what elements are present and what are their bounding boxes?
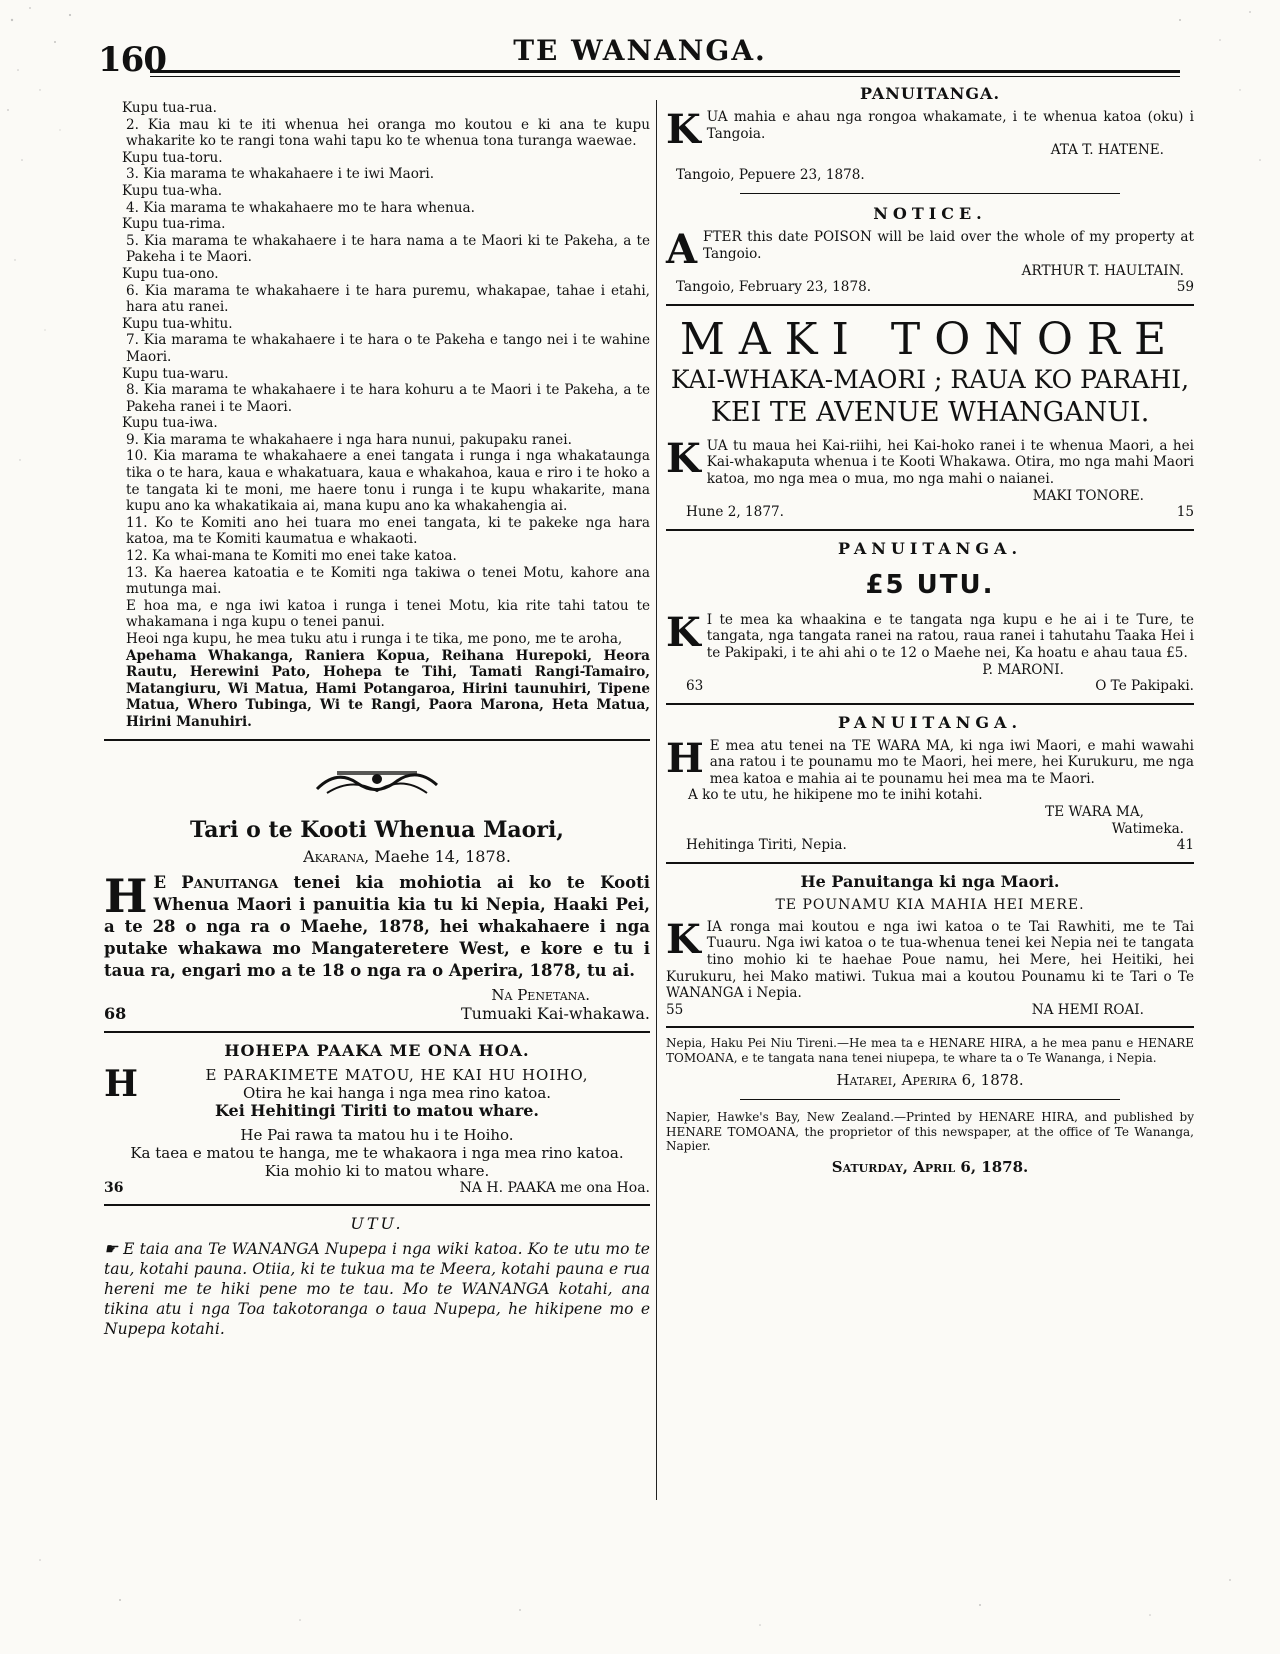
hohepa-line: Ka taea e matou te hanga, me te whakaora i nga mea rino katoa. [130, 1143, 624, 1162]
dropcap: H [104, 1062, 139, 1105]
hohepa-signed: NA H. PAAKA me ona Hoa. [459, 1179, 650, 1196]
maki-body [666, 434, 1194, 504]
panui3-signed: TE WARA MA, [1045, 804, 1144, 821]
advert-number: 59 [1176, 279, 1194, 296]
panui3-text: E mea atu tenei na TE WARA MA, ki nga iwi Maori, e mahi wawahi ana ratou i te pounamu mo te Maori, hei mere, hei Kurukuru, me nga mea katoa e mahia ai te pounamu hei mea ma te Maori. [709, 737, 1194, 787]
clause-text: 5. Kia marama te whakahaere i te hara nama a te Maori ki te Pakeha, a te Pakeha i te Maori. [126, 232, 650, 266]
hohepa-advert-body [104, 1062, 650, 1180]
ornament-icon [104, 763, 650, 803]
clause-text: E hoa ma, e nga iwi katoa i runga i tenei Motu, kia rite tahi tatou te whakamana i nga kupu o tenei panui. [126, 597, 650, 631]
hohepa-line: Kei Hehitingi Tiriti to matou whare. [214, 1100, 539, 1120]
clause-heading: Kupu tua-ono. [122, 265, 219, 282]
clause-heading: Kupu tua-rima. [122, 216, 226, 233]
panui1-dateline: Tangoio, Pepuere 23, 1878. [676, 166, 865, 183]
advert-number: 36 [104, 1179, 124, 1196]
imprint-english: Napier, Hawke's Bay, New Zealand.—Printed by HENARE HIRA, and published by HENARE TOMOANA, the proprietor of this newspaper, at the office of Te Wananga, Napier. [666, 1110, 1194, 1154]
maki-subtitle: KAI-WHAKA-MAORI ; RAUA KO PARAHI, [670, 364, 1190, 394]
dropcap: H [666, 734, 704, 782]
pointing-hand-icon: ☛ [104, 1239, 118, 1258]
reward-amount: £5 UTU. [865, 569, 995, 600]
clause-text: 12. Ka whai-mana te Komiti mo enei take katoa. [126, 548, 457, 565]
panui2-text: I te mea ka whaakina e te tangata nga kupu e he ai i te Ture, te tangata, nga tangata ranei na ratou, raua ranei i tahutahu Taaka Hei i te Pakipaki, i te ahi ahi o te 12 o Maehe nei, Ka hoatu e ahau taua £5. [706, 611, 1194, 661]
hohepa-line: E PARAKIMETE MATOU, HE KAI HU HOIHO, [205, 1065, 589, 1084]
utu-body: E taia ana Te WANANGA Nupepa i nga wiki katoa. Ko te utu mo te tau, kotahi pauna. Otiia, ki te tukua ma te Meera, kotahi pauna e rua hereni me te hiki pene mo te tau. Mo te WANANGA kotahi, ana tikina atu i nga Toa takotoranga o taua Nupepa, he hikipene mo e Nupepa kotahi. [104, 1239, 650, 1338]
dropcap: K [666, 915, 701, 963]
court-notice-text: tenei kia mohiotia ai ko te Kooti Whenua Maori i panuitia kia tu ki Nepia, Haaki Pei, a te 28 o nga ra o Maehe, 1878, hei whakahaere i nga putake whakawa mo Mangateretere West, e kore e tu i taua ra, engari mo a te 18 o nga ra o Aperira, 1878, tu ai. [104, 872, 650, 980]
panui4-body [666, 915, 1194, 1002]
court-notice-date: Maehe 14, 1878. [374, 846, 511, 866]
right-column [666, 84, 1194, 1176]
court-notice-signed: Na Penetana. [491, 985, 590, 1004]
panui4-footer [666, 1002, 1194, 1019]
notice-footer [666, 279, 1194, 296]
section-rule [666, 1026, 1194, 1028]
panui3-dateline: Hehitinga Tiriti, Nepia. [686, 837, 847, 854]
section-rule [666, 529, 1194, 531]
header-rule-thin [150, 76, 1180, 77]
notice-text: FTER this date POISON will be laid over the whole of my property at Tangoio. [703, 229, 1194, 262]
advert-number: 41 [1176, 837, 1194, 854]
section-rule [104, 1031, 650, 1033]
advert-number: 55 [666, 1001, 684, 1018]
maki-signed: MAKI TONORE. [1032, 487, 1144, 504]
clause-text: 10. Kia marama te whakahaere a enei tangata i runga i nga whakataunga tika o te hara, kaua e whakatuara, kaua e whakahoa, kaua e riro i te hoko a te tangata ki te moni, me haere tonu i runga i te kupu whakarite, mana kupu ano ka whakatikaia ai, mana kupu ano ka whakahengia ai. [126, 448, 650, 515]
utu-title: UTU. [350, 1213, 404, 1233]
maki-text: UA tu maua hei Kai-riihi, hei Kai-hoko ranei i te whenua Maori, a hei Kai-whakaputa whenua i te Kooti Whakawa. Otira, mo nga mahi Maori katoa, mo nga mea o mua, mo nga mahi o naianei. [706, 437, 1194, 487]
maki-title: MAKI TONORE [679, 313, 1181, 365]
section-rule [740, 193, 1120, 194]
dropcap: K [666, 608, 701, 656]
hohepa-advert-title: HOHEPA PAAKA ME ONA HOA. [224, 1040, 530, 1060]
issue-date-maori: Hatarei, Aperira 6, 1878. [836, 1071, 1024, 1090]
maki-subtitle-address: KEI TE AVENUE WHANGANUI. [710, 396, 1150, 428]
advert-number: 63 [686, 678, 704, 695]
court-notice-role: Tumuaki Kai-whakawa. [461, 1003, 650, 1023]
clause-text: 3. Kia marama te whakahaere i te iwi Maori. [126, 166, 435, 183]
dropcap: K [666, 106, 701, 153]
section-rule [666, 304, 1194, 306]
court-notice-footer [104, 1004, 650, 1023]
section-rule [104, 1204, 650, 1206]
left-column [104, 100, 650, 1339]
clause-heading: Kupu tua-wha. [122, 182, 223, 199]
clause-heading: Kupu tua-waru. [122, 365, 229, 382]
court-notice-body [104, 868, 650, 982]
dropcap: A [666, 226, 698, 274]
clause-text: 11. Ko te Komiti ano hei tuara mo enei tangata, ki te pakeke nga hara katoa, ma te Komiti kaumatua e whakaoti. [126, 514, 650, 548]
clause-heading: Kupu tua-toru. [122, 149, 223, 166]
notice-signed: ARTHUR T. HAULTAIN. [1021, 262, 1184, 279]
clause-text: 6. Kia marama te whakahaere i te hara puremu, whakapae, tahae i etahi, hara atu ranei. [126, 282, 650, 316]
panui3-title: PANUITANGA. [837, 712, 1023, 732]
clause-text: 2. Kia mau ki te iti whenua hei oranga mo koutou e ki ana te kupu whakarite ko te rangi tona wahi tapu ko te whenua tona turanga waewae. [126, 116, 650, 150]
section-rule [740, 1099, 1120, 1100]
panui4-text: IA ronga mai koutou e nga iwi katoa o te Tai Rawhiti, me te Tai Tuauru. Nga iwi katoa o te tua-whenua tenei kei Nepia nei te tangata tino mohio ki te haehae Poue namu, hei Mere, hei Heitiki, hei Kurukuru, hei Mako matiwi. Tukua mai a koutou Pounamu ki te Tari o Te WANANGA i Nepia. [666, 918, 1194, 1002]
page-number: 160 [98, 40, 166, 80]
panui2-body [666, 608, 1194, 678]
clause-text: Heoi nga kupu, he mea tuku atu i runga i te tika, me pono, me te aroha, [126, 631, 623, 647]
panui2-signed: P. MARONI. [982, 661, 1064, 678]
court-notice-dateline: Akarana, Maehe 14, 1878. [303, 846, 511, 866]
issue-date-english: Saturday, April 6, 1878. [831, 1157, 1029, 1176]
clause-text: 8. Kia marama te whakahaere i te hara kohuru a te Maori i te Pakeha, a te Pakeha ranei i te Maori. [126, 382, 650, 415]
court-notice-place: Akarana [303, 846, 365, 866]
panui3-price: A ko te utu, he hikipene mo te inihi kotahi. [688, 787, 983, 804]
panui1-title: PANUITANGA. [859, 84, 1001, 103]
panui4-signed: NA HEMI ROAI. [1031, 1001, 1144, 1018]
imprint-maori: Nepia, Haku Pei Niu Tireni.—He mea ta e HENARE HIRA, a he mea panu e HENARE TOMOANA, e te tangata nana tenei niupepa, te whare ta o Te Wananga, i Nepia. [666, 1036, 1194, 1065]
utu-text [104, 1239, 650, 1339]
panui1-body [666, 106, 1194, 159]
panui3-role: Watimeka. [1111, 820, 1184, 837]
section-rule [666, 703, 1194, 705]
header-rule [150, 70, 1180, 73]
panui1-signed: ATA T. HATENE. [1050, 142, 1164, 159]
hohepa-line: He Pai rawa ta matou hu i te Hoiho. [240, 1125, 514, 1144]
section-rule [666, 862, 1194, 864]
notice-body [666, 226, 1194, 279]
clause-text: 4. Kia marama te whakahaere mo te hara whenua. [126, 199, 475, 216]
court-notice-title: Tari o te Kooti Whenua Maori, [190, 816, 564, 843]
panui1-text: UA mahia e ahau nga rongoa whakamate, i te whenua katoa (oku) i Tangoia. [706, 109, 1194, 142]
hohepa-line: Otira he kai hanga i nga mea rino katoa. [242, 1083, 552, 1102]
clause-text: 13. Ka haerea katoatia e te Komiti nga takiwa o tenei Motu, kahore ana mutunga mai. [126, 564, 650, 598]
section-rule [104, 739, 650, 741]
clause-text: 9. Kia marama te whakahaere i nga hara nunui, pakupaku ranei. [126, 431, 572, 448]
panui3-body [666, 734, 1194, 838]
clause-text: 7. Kia marama te whakahaere i te hara o te Pakeha e tango nei i te wahine Maori. [126, 332, 650, 365]
signatories-list: Apehama Whakanga, Raniera Kopua, Reihana Hurepoki, Heora Rautu, Herewini Pato, Hohepa te Tihi, Tamati Rangi-Tamairo, Matangiuru, Wi Matua, Hami Potangaroa, Hirini taunuhiri, Tipene Matua, Whero Tubinga, Wi te Rangi, Paora Marona, Heta Matua, Hirini Manuhiri. [126, 647, 650, 730]
advert-number: 68 [104, 1003, 127, 1023]
panui3-footer [666, 837, 1194, 854]
panui2-title: PANUITANGA. [837, 538, 1023, 558]
notice-title: NOTICE. [873, 204, 987, 224]
panui4-title: He Panuitanga ki nga Maori. [800, 871, 1060, 891]
column-divider [656, 100, 657, 1500]
advert-number: 15 [1176, 504, 1194, 521]
panui2-place: O Te Pakipaki. [1095, 678, 1194, 695]
panui2-footer [666, 678, 1194, 695]
hohepa-line: Kia mohio ki to matou whare. [264, 1161, 490, 1180]
court-notice-lead: E Panuitanga [153, 872, 279, 892]
hohepa-footer [104, 1180, 650, 1196]
notice-dateline: Tangoio, February 23, 1878. [676, 279, 872, 296]
dropcap: H [104, 868, 148, 923]
clause-heading: Kupu tua-iwa. [122, 415, 218, 432]
masthead-title: TE WANANGA. [513, 34, 767, 67]
maki-footer [666, 504, 1194, 521]
dropcap: K [666, 434, 701, 482]
clause-heading: Kupu tua-whitu. [122, 315, 233, 332]
maki-dateline: Hune 2, 1877. [686, 504, 784, 521]
panui4-subtitle: TE POUNAMU KIA MAHIA HEI MERE. [775, 896, 1085, 913]
clause-heading: Kupu tua-rua. [122, 100, 217, 116]
